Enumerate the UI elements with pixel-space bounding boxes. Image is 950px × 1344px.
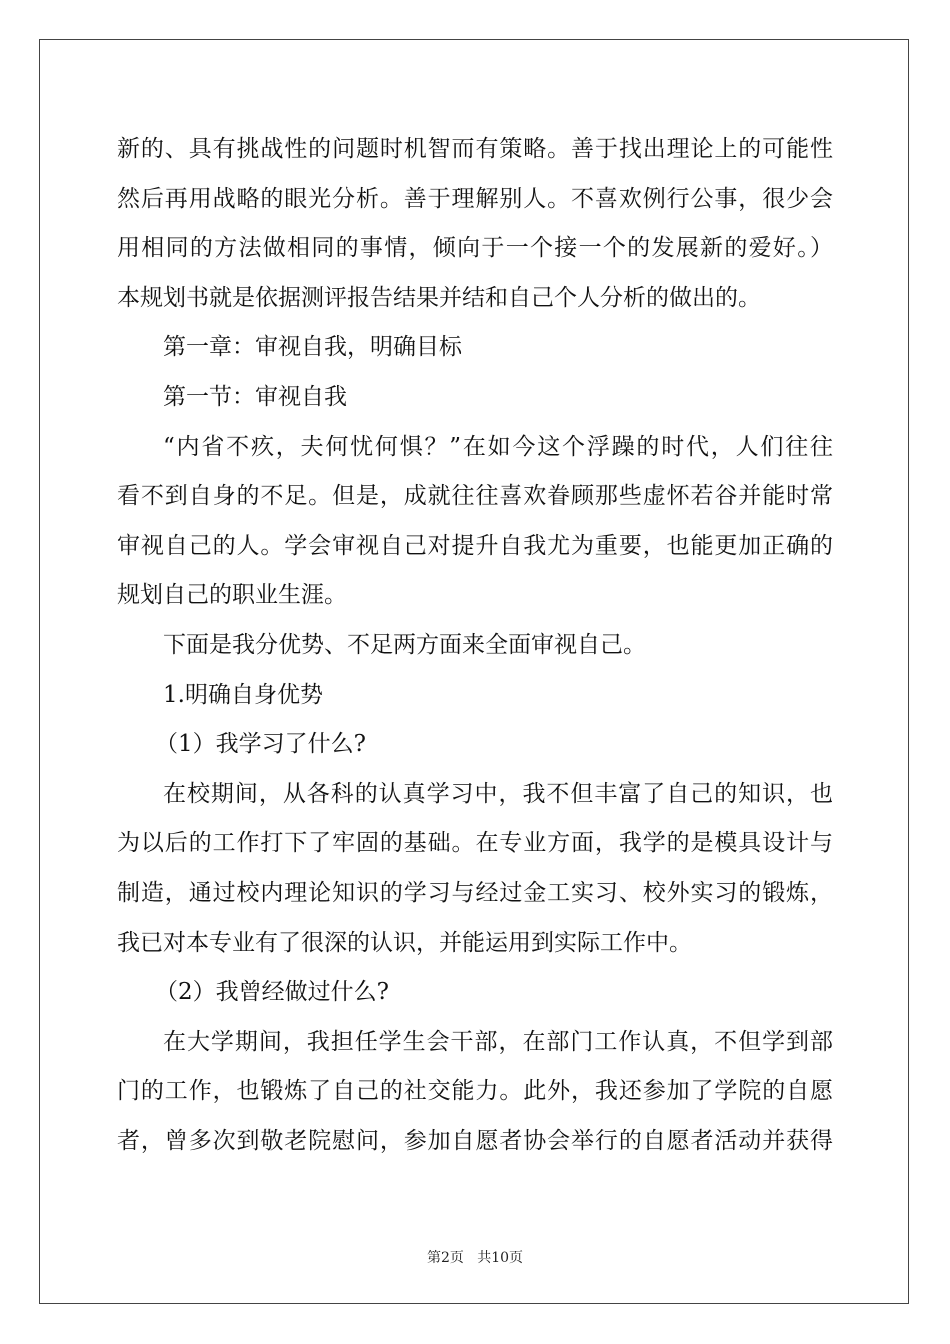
text-line: 我已对本专业有了很深的认识，并能运用到实际工作中。 xyxy=(117,929,692,956)
text-line: “内省不疚，夫何忧何惧？”在如今这个浮躁的时代，人们往往 xyxy=(163,433,833,460)
question-heading: （2）我曾经做过什么? xyxy=(155,979,389,1006)
question-heading: （1）我学习了什么? xyxy=(155,731,366,758)
section-heading: 第一节：审视自我 xyxy=(163,383,347,410)
text-line: 用相同的方法做相同的事情，倾向于一个接一个的发展新的爱好。） xyxy=(117,235,833,262)
text-line: 本规划书就是依据测评报告结果并结和自己个人分析的做出的。 xyxy=(117,284,761,311)
document-body xyxy=(117,125,833,1166)
text-line: 制造，通过校内理论知识的学习与经过金工实习、校外实习的锻炼， xyxy=(117,879,833,906)
text-line: 在校期间，从各科的认真学习中，我不但丰富了自己的知识，也 xyxy=(163,780,833,807)
text-line: 者，曾多次到敬老院慰问，参加自愿者协会举行的自愿者活动并获得 xyxy=(117,1127,833,1154)
text-line: 审视自己的人。学会审视自己对提升自我尤为重要，也能更加正确的 xyxy=(117,532,833,559)
text-line: 然后再用战略的眼光分析。善于理解别人。不喜欢例行公事，很少会 xyxy=(117,185,833,212)
text-line: 门的工作，也锻炼了自己的社交能力。此外，我还参加了学院的自愿 xyxy=(117,1078,833,1105)
page-number-footer: 第2页 共10页 xyxy=(426,1250,524,1266)
text-line: 在大学期间，我担任学生会干部，在部门工作认真，不但学到部 xyxy=(163,1028,833,1055)
text-line: 下面是我分优势、不足两方面来全面审视自己。 xyxy=(163,631,646,658)
text-line: 规划自己的职业生涯。 xyxy=(117,582,347,609)
text-line: 为以后的工作打下了牢固的基础。在专业方面，我学的是模具设计与 xyxy=(117,830,833,857)
text-line: 看不到自身的不足。但是，成就往往喜欢眷顾那些虚怀若谷并能时常 xyxy=(117,483,833,510)
chapter-heading: 第一章：审视自我，明确目标 xyxy=(163,334,462,361)
text-line: 新的、具有挑战性的问题时机智而有策略。善于找出理论上的可能性 xyxy=(117,136,833,162)
subsection-heading: 1.明确自身优势 xyxy=(163,681,323,708)
